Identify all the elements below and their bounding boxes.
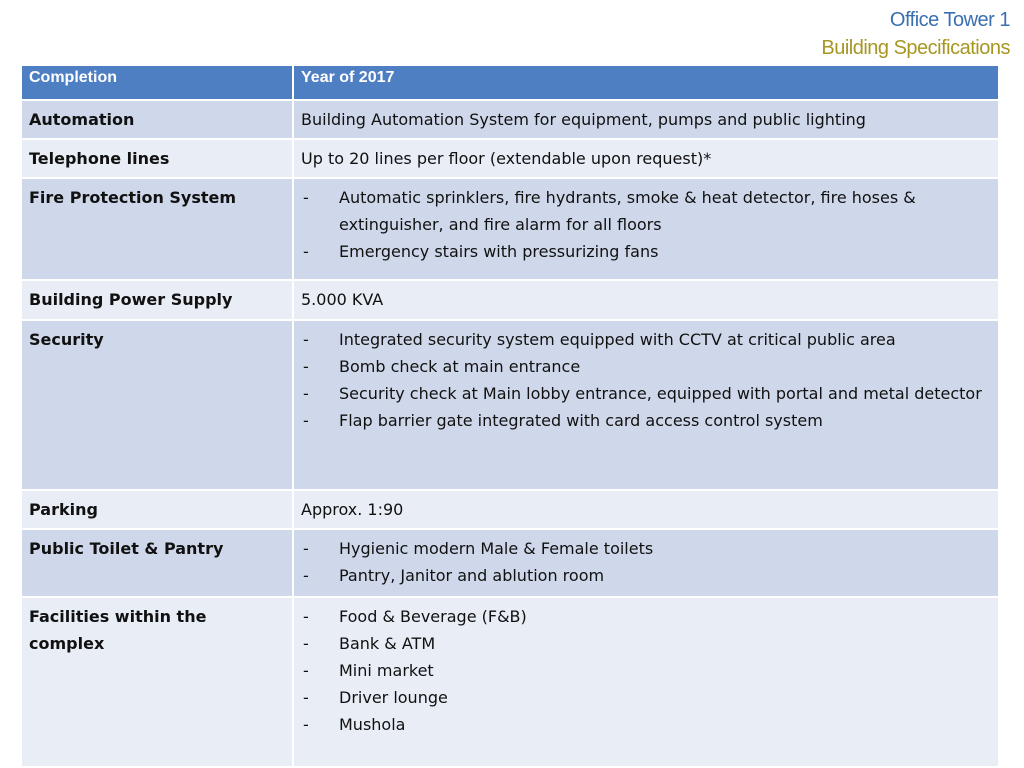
row-value: Building Automation System for equipment, pumps and public lighting bbox=[293, 100, 999, 139]
row-value bbox=[293, 597, 999, 767]
list-item: - Bank & ATM bbox=[301, 630, 991, 657]
table-row bbox=[22, 597, 999, 767]
list-item: - Bomb check at main entrance bbox=[301, 353, 991, 380]
row-label: Parking bbox=[22, 490, 293, 529]
bullet-list bbox=[301, 184, 991, 265]
list-item: - Integrated security system equipped with CCTV at critical public area bbox=[301, 326, 991, 353]
list-item: - Mini market bbox=[301, 657, 991, 684]
row-label: Fire Protection System bbox=[22, 178, 293, 280]
list-item: - Hygienic modern Male & Female toilets bbox=[301, 535, 991, 562]
list-item: - Pantry, Janitor and ablution room bbox=[301, 562, 991, 589]
specifications-table bbox=[22, 66, 1000, 768]
list-item: - Food & Beverage (F&B) bbox=[301, 603, 991, 630]
list-item: - Emergency stairs with pressurizing fans bbox=[301, 238, 991, 265]
table-row bbox=[22, 100, 999, 139]
list-item: - Mushola bbox=[301, 711, 991, 738]
row-value bbox=[293, 320, 999, 490]
header-title: Office Tower 1 bbox=[889, 9, 1010, 31]
row-value: 5.000 KVA bbox=[293, 280, 999, 320]
row-value: Up to 20 lines per floor (extendable upon request)* bbox=[293, 139, 999, 178]
row-value bbox=[293, 529, 999, 597]
bullet-list bbox=[301, 603, 991, 738]
row-value bbox=[293, 178, 999, 280]
bullet-list bbox=[301, 535, 991, 589]
list-item: - Driver lounge bbox=[301, 684, 991, 711]
header-value-cell: Year of 2017 bbox=[293, 66, 999, 100]
list-item: - Flap barrier gate integrated with card access control system bbox=[301, 407, 991, 434]
row-label: Automation bbox=[22, 100, 293, 139]
header-label-cell: Completion bbox=[22, 66, 293, 100]
table-row bbox=[22, 280, 999, 320]
row-value: Approx. 1:90 bbox=[293, 490, 999, 529]
row-label: Building Power Supply bbox=[22, 280, 293, 320]
list-item: - Automatic sprinklers, fire hydrants, smoke & heat detector, fire hoses & extinguisher, and fire alarm for all floors bbox=[301, 184, 991, 238]
bullet-list bbox=[301, 326, 991, 434]
table-row bbox=[22, 529, 999, 597]
table-row bbox=[22, 178, 999, 280]
row-label: Facilities within the complex bbox=[22, 597, 293, 767]
table-header-row bbox=[22, 66, 999, 100]
table-row bbox=[22, 490, 999, 529]
page-header bbox=[821, 6, 1010, 62]
row-label: Security bbox=[22, 320, 293, 490]
table-row bbox=[22, 320, 999, 490]
table-row bbox=[22, 139, 999, 178]
row-label: Telephone lines bbox=[22, 139, 293, 178]
header-subtitle: Building Specifications bbox=[821, 37, 1010, 59]
list-item: - Security check at Main lobby entrance, equipped with portal and metal detector bbox=[301, 380, 991, 407]
row-label: Public Toilet & Pantry bbox=[22, 529, 293, 597]
